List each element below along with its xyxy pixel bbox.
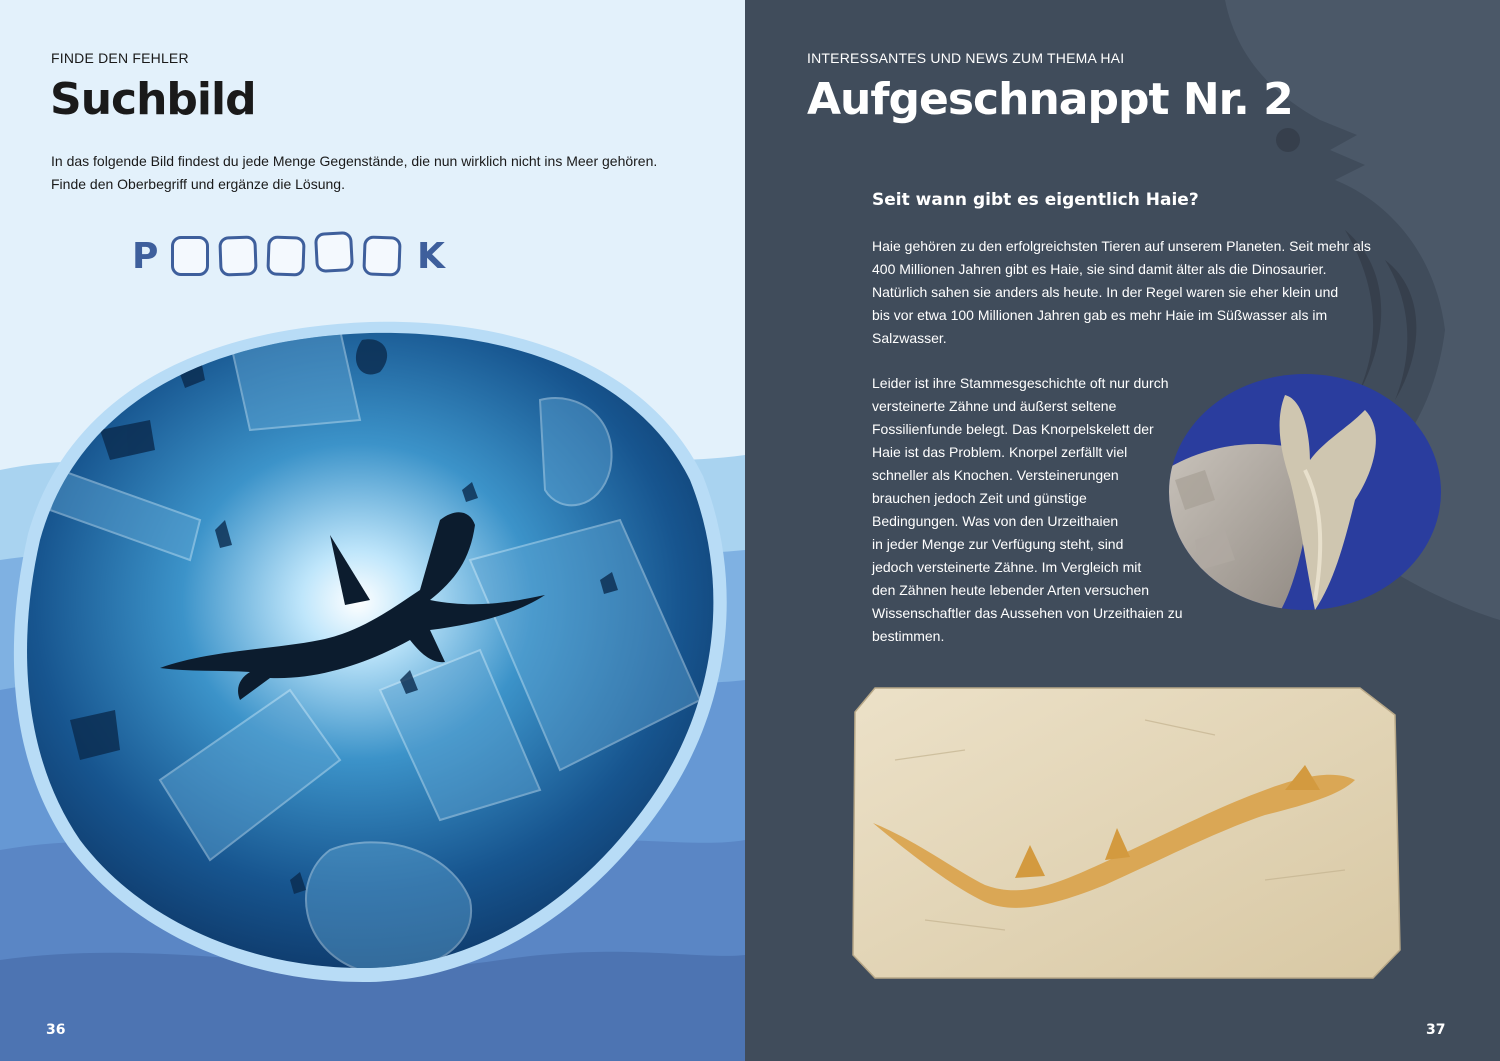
paragraph-2-line: den Zähnen heute lebender Arten versuchen xyxy=(872,582,1150,598)
page-number-left: 36 xyxy=(46,1022,66,1038)
shark-plastic-photo xyxy=(0,0,745,1061)
paragraph-2-line: schneller als Knochen. Versteinerungen xyxy=(872,467,1119,483)
fossil-shark-slab-photo xyxy=(745,0,1500,1061)
page-number-right: 37 xyxy=(1426,1022,1446,1038)
paragraph-2-line: Haie ist das Problem. Knorpel zerfällt viel xyxy=(872,444,1128,460)
puzzle-last-letter: K xyxy=(417,236,445,277)
paragraph-1-line: 400 Millionen Jahren gibt es Haie, sie sind damit älter als die Dinosaurier. xyxy=(872,261,1327,277)
paragraph-2-line: versteinerte Zähne und äußerst seltene xyxy=(872,398,1117,414)
intro-line-2: Finde den Oberbegriff und ergänze die Lösung. xyxy=(51,176,345,192)
intro-line-1: In das folgende Bild findest du jede Menge Gegenstände, die nun wirklich nicht ins Meer gehören. xyxy=(51,153,658,169)
paragraph-2-line: jedoch versteinerte Zähne. Im Vergleich mit xyxy=(872,559,1142,575)
right-page-title: Aufgeschnappt Nr. 2 xyxy=(807,74,1293,125)
paragraph-2-line: in jeder Menge zur Verfügung steht, sind xyxy=(872,536,1124,552)
paragraph-2-line: Wissenschaftler das Aussehen von Urzeithaien zu xyxy=(872,605,1183,621)
left-page xyxy=(0,0,745,1061)
puzzle-first-letter: P xyxy=(132,236,159,277)
right-kicker: INTERESSANTES UND NEWS ZUM THEMA HAI xyxy=(807,50,1125,66)
paragraph-2-line: brauchen jedoch Zeit und günstige xyxy=(872,490,1087,506)
page-title: Suchbild xyxy=(50,74,256,125)
paragraph-2-line: Fossilienfunde belegt. Das Knorpelskelett der xyxy=(872,421,1154,437)
paragraph-1-line: Haie gehören zu den erfolgreichsten Tieren auf unserem Planeten. Seit mehr als xyxy=(872,238,1371,254)
paragraph-1-line: bis vor etwa 100 Millionen Jahren gab es mehr Haie im Süßwasser als im xyxy=(872,307,1328,323)
right-page xyxy=(745,0,1500,1061)
paragraph-1-line: Salzwasser. xyxy=(872,330,947,346)
paragraph-2-line: bestimmen. xyxy=(872,628,945,644)
paragraph-2-line: Leider ist ihre Stammesgeschichte oft nur durch xyxy=(872,375,1169,391)
left-kicker: FINDE DEN FEHLER xyxy=(51,50,189,66)
paragraph-2-line: Bedingungen. Was von den Urzeithaien xyxy=(872,513,1119,529)
paragraph-1-line: Natürlich sahen sie anders als heute. In der Regel waren sie eher klein und xyxy=(872,284,1339,300)
subheading: Seit wann gibt es eigentlich Haie? xyxy=(872,190,1199,210)
